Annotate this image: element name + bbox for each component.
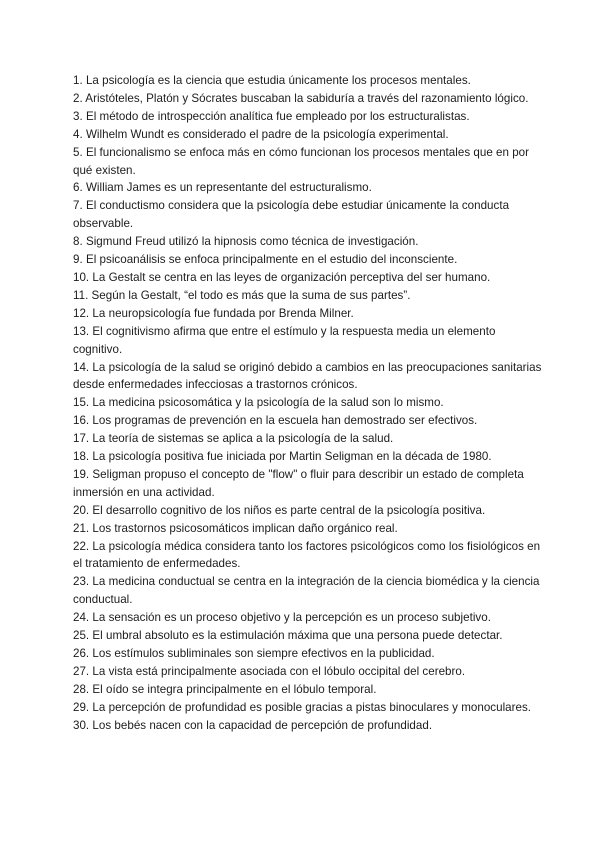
statement-item: 3. El método de introspección analítica fue empleado por los estructuralistas. (73, 109, 470, 123)
statement-item: 1. La psicología es la ciencia que estudia únicamente los procesos mentales. (73, 74, 471, 87)
statement-item: 20. El desarrollo cognitivo de los niños es parte central de la psicología positiva. (73, 503, 486, 517)
statement-item: 7. El conductismo considera que la psicología debe estudiar únicamente la conducta observable. (73, 199, 510, 231)
statement-item: 12. La neuropsicología fue fundada por Brenda Milner. (73, 306, 354, 320)
statement-item: 5. El funcionalismo se enfoca más en cómo funcionan los procesos mentales que en por qué existen. (73, 145, 530, 177)
statement-item: 29. La percepción de profundidad es posible gracias a pistas binoculares y monoculares. (73, 700, 532, 714)
statement-item: 2. Aristóteles, Platón y Sócrates buscaban la sabiduría a través del razonamiento lógico. (73, 91, 529, 105)
statement-item: 17. La teoría de sistemas se aplica a la psicología de la salud. (73, 432, 394, 446)
statement-item: 6. William James es un representante del estructuralismo. (73, 181, 372, 195)
statement-item: 13. El cognitivismo afirma que entre el estímulo y la respuesta media un elemento cognitivo. (73, 324, 496, 356)
statement-item: 16. Los programas de prevención en la escuela han demostrado ser efectivos. (73, 414, 478, 428)
statement-item: 4. Wilhelm Wundt es considerado el padre de la psicología experimental. (73, 127, 449, 141)
statement-item: 24. La sensación es un proceso objetivo y la percepción es un proceso subjetivo. (73, 611, 491, 625)
statement-item: 28. El oído se integra principalmente en el lóbulo temporal. (73, 682, 377, 696)
statement-item: 11. Según la Gestalt, “el todo es más que la suma de sus partes”. (73, 288, 411, 302)
statement-item: 21. Los trastornos psicosomáticos implican daño orgánico real. (73, 521, 398, 535)
statement-list (73, 72, 543, 735)
statement-item: 30. Los bebés nacen con la capacidad de percepción de profundidad. (73, 718, 433, 732)
statement-item: 19. Seligman propuso el concepto de "flow" o fluir para describir un estado de completa inmersión en una actividad. (73, 467, 524, 499)
statement-item: 15. La medicina psicosomática y la psicología de la salud son lo mismo. (73, 396, 444, 410)
statement-item: 23. La medicina conductual se centra en la integración de la ciencia biomédica y la ciencia conductual. (73, 575, 540, 607)
statement-item: 18. La psicología positiva fue iniciada por Martin Seligman en la década de 1980. (73, 450, 492, 464)
statement-item: 22. La psicología médica considera tanto los factores psicológicos como los fisiológicos en el tratamiento de enfermedades. (73, 539, 541, 571)
statement-item: 9. El psicoanálisis se enfoca principalmente en el estudio del inconsciente. (73, 253, 458, 267)
statement-item: 25. El umbral absoluto es la estimulación máxima que una persona puede detectar. (73, 629, 503, 643)
statement-item: 26. Los estímulos subliminales son siempre efectivos en la publicidad. (73, 647, 435, 660)
statement-item: 8. Sigmund Freud utilizó la hipnosis como técnica de investigación. (73, 235, 419, 249)
statement-item: 27. La vista está principalmente asociada con el lóbulo occipital del cerebro. (73, 664, 466, 678)
statement-item: 10. La Gestalt se centra en las leyes de organización perceptiva del ser humano. (73, 270, 491, 284)
statement-item: 14. La psicología de la salud se originó debido a cambios en las preocupaciones sanitarias desde enfermedades infecciosas a trastornos crónicos. (73, 360, 542, 392)
